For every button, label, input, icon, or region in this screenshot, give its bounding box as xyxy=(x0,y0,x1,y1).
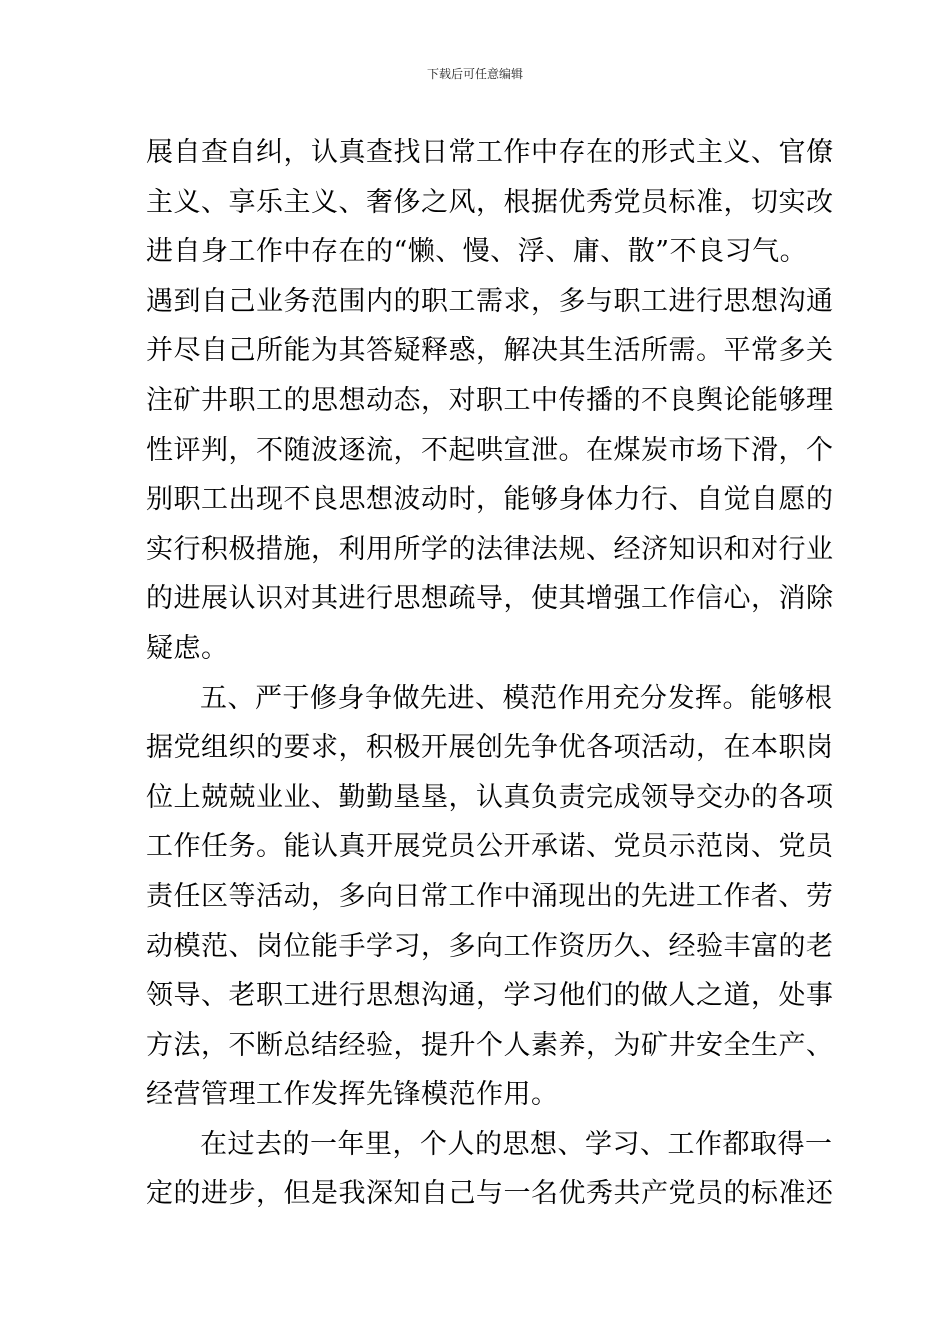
body-line: 疑虑。 xyxy=(146,632,229,664)
body-line: 别职工出现不良思想波动时，能够身体力行、自觉自愿的 xyxy=(146,484,834,516)
body-line: 方法，不断总结经验，提升个人素养，为矿井安全生产、 xyxy=(146,1029,834,1061)
body-line: 工作任务。能认真开展党员公开承诺、党员示范岗、党员 xyxy=(146,831,834,863)
paragraph-start-line: 五、严于修身争做先进、模范作用充分发挥。能够根 xyxy=(200,682,833,714)
body-line: 注矿井职工的思想动态，对职工中传播的不良舆论能够理 xyxy=(146,384,834,416)
body-line: 责任区等活动，多向日常工作中涌现出的先进工作者、劳 xyxy=(146,880,834,912)
page-header-note: 下载后可任意编辑 xyxy=(426,67,523,81)
body-line: 位上兢兢业业、勤勤垦垦，认真负责完成领导交办的各项 xyxy=(146,781,834,813)
paragraph-start-line: 在过去的一年里，个人的思想、学习、工作都取得一 xyxy=(200,1128,833,1160)
body-line: 实行积极措施，利用所学的法律法规、经济知识和对行业 xyxy=(146,533,834,565)
body-line: 并尽自己所能为其答疑释惑，解决其生活所需。平常多关 xyxy=(146,335,834,367)
body-line: 经营管理工作发挥先锋模范作用。 xyxy=(146,1079,559,1111)
body-line: 动模范、岗位能手学习，多向工作资历久、经验丰富的老 xyxy=(146,930,834,962)
body-line: 进自身工作中存在的“懒、慢、浮、庸、散”不良习气。 xyxy=(146,236,808,268)
document-body xyxy=(146,128,834,1219)
body-line: 遇到自己业务范围内的职工需求，多与职工进行思想沟通 xyxy=(146,285,834,317)
body-line: 展自查自纠，认真查找日常工作中存在的形式主义、官僚 xyxy=(146,137,834,168)
body-line: 性评判，不随波逐流，不起哄宣泄。在煤炭市场下滑，个 xyxy=(146,434,834,466)
body-line: 据党组织的要求，积极开展创先争优各项活动，在本职岗 xyxy=(146,732,834,764)
body-line: 定的进步，但是我深知自己与一名优秀共产党员的标准还 xyxy=(146,1178,834,1210)
body-line: 领导、老职工进行思想沟通，学习他们的做人之道，处事 xyxy=(146,980,834,1012)
body-line: 的进展认识对其进行思想疏导，使其增强工作信心，消除 xyxy=(146,583,834,615)
body-line: 主义、享乐主义、奢侈之风，根据优秀党员标准，切实改 xyxy=(146,186,834,218)
